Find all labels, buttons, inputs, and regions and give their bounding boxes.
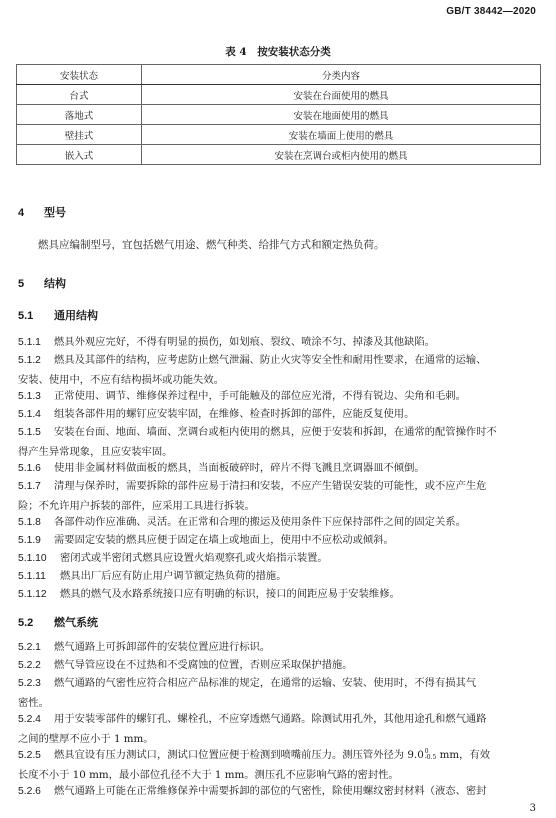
clause-text: mm，有效	[436, 749, 491, 761]
column-header: 安装状态	[17, 65, 142, 85]
table-header-row	[17, 65, 541, 85]
table-row	[17, 85, 541, 105]
section-4-heading	[18, 204, 66, 220]
clause-5-2-5	[18, 746, 540, 784]
table-cell: 壁挂式	[17, 125, 142, 145]
clause-text: 燃气导管应设在不过热和不受腐蚀的位置，否则应采取保护措施。	[54, 659, 353, 671]
clause-text: 用于安装零部件的螺钉孔、螺栓孔，不应穿透燃气通路。除测试用孔外，其他用途孔和燃气通路	[54, 713, 487, 725]
table-title: 表 4 按安装状态分类	[225, 46, 331, 58]
clause-text: 险；不允许用户拆装的部件，应采用工具进行拆装。	[18, 499, 255, 512]
clause-5-2-3	[18, 674, 540, 712]
clause-text: 使用非金属材料做面板的燃具，当面板破碎时，碎片不得飞溅且烹调器皿不倾倒。	[54, 462, 425, 474]
section-title: 型号	[44, 207, 66, 219]
clause-5-1-5	[18, 423, 540, 461]
section-title: 结构	[44, 278, 66, 290]
clause-number: 5.1.12	[18, 589, 47, 600]
table-cell: 安装在烹调台或柜内使用的燃具	[142, 145, 541, 165]
column-header: 分类内容	[142, 65, 541, 85]
clause-text: 正常使用、调节、维修保养过程中，手可能触及的部位应光滑，不得有锐边、尖角和毛刺。	[54, 390, 466, 402]
clause-text: 清理与保养时，需要拆除的部件应易于清扫和安装，不应产生错误安装的可能性，或不应产生危	[54, 480, 487, 492]
clause-5-1-4	[18, 405, 540, 425]
table-cell: 安装在台面使用的燃具	[142, 85, 541, 105]
clause-text: 各部件动作应准确、灵活。在正常和合理的搬运及使用条件下应保持部件之间的固定关系。	[54, 516, 466, 528]
clause-5-1-6	[18, 459, 540, 479]
clause-number: 5.1.1	[18, 337, 41, 348]
clause-text: 组装各部件用的螺钉应安装牢固，在维修、检查时拆卸的部件，应能反复使用。	[54, 408, 415, 420]
section-5-2-heading	[18, 614, 98, 630]
section-number: 5.1	[18, 310, 34, 322]
table-cell: 落地式	[17, 105, 142, 125]
clause-number: 5.2.6	[18, 786, 41, 797]
clause-text: 安装在台面、地面、墙面、烹调台或柜内使用的燃具，应便于安装和拆卸，在通常的配管操作时不	[54, 426, 497, 438]
clause-5-1-8	[18, 513, 540, 533]
section-number: 5	[18, 278, 25, 290]
clause-number: 5.2.4	[18, 714, 41, 725]
section-title: 燃气系统	[54, 617, 98, 629]
clause-5-1-9	[18, 531, 540, 551]
clause-5-1-10	[18, 549, 540, 569]
clause-text: 需要固定安装的燃具应便于固定在墙上或地面上，使用中不应松动或倾斜。	[54, 534, 394, 546]
standard-code-header: GB/T 38442—2020	[446, 6, 536, 17]
clause-text: 燃具出厂后应有防止用户调节额定热负荷的措施。	[60, 570, 287, 582]
clause-5-1-1	[18, 333, 540, 353]
table-row	[17, 145, 541, 165]
clause-5-1-3	[18, 387, 540, 407]
table-cell: 安装在墙面上使用的燃具	[142, 125, 541, 145]
install-state-table	[16, 64, 541, 165]
clause-5-2-4	[18, 710, 540, 748]
clause-5-1-11	[18, 567, 540, 587]
clause-number: 5.1.7	[18, 481, 41, 492]
clause-5-2-2	[18, 656, 540, 676]
clause-number: 5.1.8	[18, 517, 41, 528]
table-cell: 台式	[17, 85, 142, 105]
clause-text: 燃气通路的气密性应符合相应产品标准的规定，在通常的运输、安装、使用时，不得有损其气	[54, 677, 477, 689]
clause-5-1-2	[18, 351, 540, 389]
tolerance-lower: -0.5	[424, 754, 437, 761]
table-cell: 安装在地面使用的燃具	[142, 105, 541, 125]
clause-text: 燃具外观应完好，不得有明显的损伤，如划痕、裂纹、喷涂不匀、掉漆及其他缺陷。	[54, 336, 435, 348]
clause-number: 5.1.3	[18, 391, 41, 402]
clause-text: 燃气通路上可能在正常维修保养中需要拆卸的部位的气密性，除使用螺纹密封材料（液态、密封	[54, 785, 487, 797]
clause-number: 5.2.3	[18, 678, 41, 689]
section-5-1-heading	[18, 307, 98, 323]
clause-number: 5.1.2	[18, 355, 41, 366]
clause-number: 5.1.9	[18, 535, 41, 546]
table-row	[17, 125, 541, 145]
section-number: 4	[18, 207, 25, 219]
clause-text: 燃具宜设有压力测试口，测试口位置应便于检测到喷嘴前压力。测压管外径为 9.0	[54, 749, 424, 761]
tolerance-mark	[425, 749, 437, 761]
clause-number: 5.1.11	[18, 571, 46, 582]
clause-text: 长度不小于 10 mm，最小部位孔径不大于 1 mm。测压孔不应影响气路的密封性。	[18, 768, 399, 781]
clause-number: 5.2.1	[18, 642, 41, 653]
clause-text: 之间的壁厚不应小于 1 mm。	[18, 732, 154, 745]
clause-number: 5.1.4	[18, 409, 41, 420]
page-number: 3	[529, 803, 536, 814]
clause-text: 得产生异常现象，且应安装牢固。	[18, 445, 173, 458]
clause-number: 5.2.2	[18, 660, 41, 671]
clause-number: 5.2.5	[18, 750, 41, 761]
clause-number: 5.1.5	[18, 427, 41, 438]
tolerance-upper: 0	[424, 748, 429, 755]
section-5-heading	[18, 275, 66, 291]
clause-text: 燃具的燃气及水路系统接口应有明确的标识，接口的间距应易于安装维修。	[60, 588, 400, 600]
clause-text: 燃具及其部件的结构，应考虑防止燃气泄漏、防止火灾等安全性和耐用性要求，在通常的运输、	[54, 354, 487, 366]
clause-5-2-1	[18, 638, 540, 658]
clause-5-1-7	[18, 477, 540, 515]
clause-number: 5.1.10	[18, 553, 47, 564]
section-4-text: 燃具应编制型号，宜包括燃气用途、燃气种类、给排气方式和额定热负荷。	[38, 239, 385, 251]
table-cell: 嵌入式	[17, 145, 142, 165]
clause-5-1-12	[18, 585, 540, 605]
table-row	[17, 105, 541, 125]
clause-5-2-6	[18, 782, 540, 802]
clause-number: 5.1.6	[18, 463, 41, 474]
clause-text: 密闭式或半密闭式燃具应设置火焰观察孔或火焰指示装置。	[60, 552, 328, 564]
section-title: 通用结构	[54, 310, 98, 322]
clause-text: 密性。	[18, 696, 49, 709]
clause-text: 燃气通路上可拆卸部件的安装位置应进行标识。	[54, 641, 271, 653]
clause-text: 安装、使用中，不应有结构损坏或功能失效。	[18, 373, 224, 386]
section-number: 5.2	[18, 617, 34, 629]
